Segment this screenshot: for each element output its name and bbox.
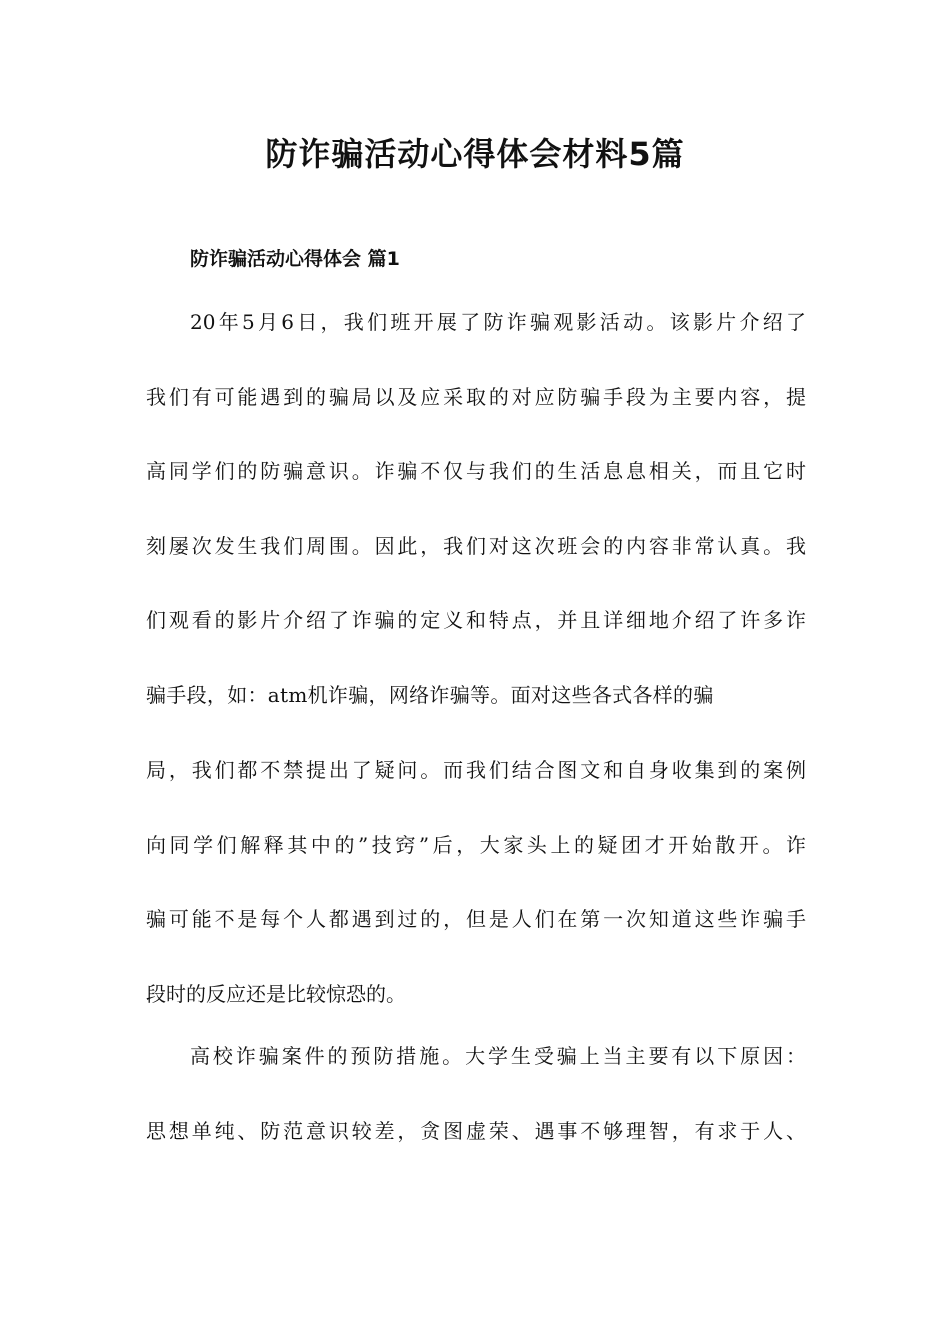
paragraph-line: 刻屡次发生我们周围。因此，我们对这次班会的内容非常认真。我 (146, 534, 806, 558)
paragraph-line: 我们有可能遇到的骗局以及应采取的对应防骗手段为主要内容，提 (146, 385, 806, 409)
paragraph-line: 局，我们都不禁提出了疑问。而我们结合图文和自身收集到的案例 (146, 758, 806, 782)
paragraph-line: 思想单纯、防范意识较差，贪图虚荣、遇事不够理智，有求于人、 (146, 1119, 806, 1143)
paragraph-line: 们观看的影片介绍了诈骗的定义和特点，并且详细地介绍了许多诈 (146, 608, 806, 632)
document-title: 防诈骗活动心得体会材料5篇 (265, 135, 685, 173)
paragraph-line: 高校诈骗案件的预防措施。大学生受骗上当主要有以下原因： (190, 1044, 806, 1068)
paragraph-line: 高同学们的防骗意识。诈骗不仅与我们的生活息息相关，而且它时 (146, 459, 806, 483)
paragraph-line: 向同学们解释其中的”技窍”后，大家头上的疑团才开始散开。诈 (146, 833, 806, 857)
paragraph-line: 段时的反应还是比较惊恐的。 (146, 982, 406, 1006)
paragraph-line: 骗可能不是每个人都遇到过的，但是人们在第一次知道这些诈骗手 (146, 907, 806, 931)
paragraph-line: 骗手段，如：atm机诈骗，网络诈骗等。面对这些各式各样的骗 (146, 683, 714, 707)
section-heading: 防诈骗活动心得体会 篇1 (190, 248, 400, 270)
paragraph-line: 20年5月6日，我们班开展了防诈骗观影活动。该影片介绍了 (190, 310, 806, 334)
